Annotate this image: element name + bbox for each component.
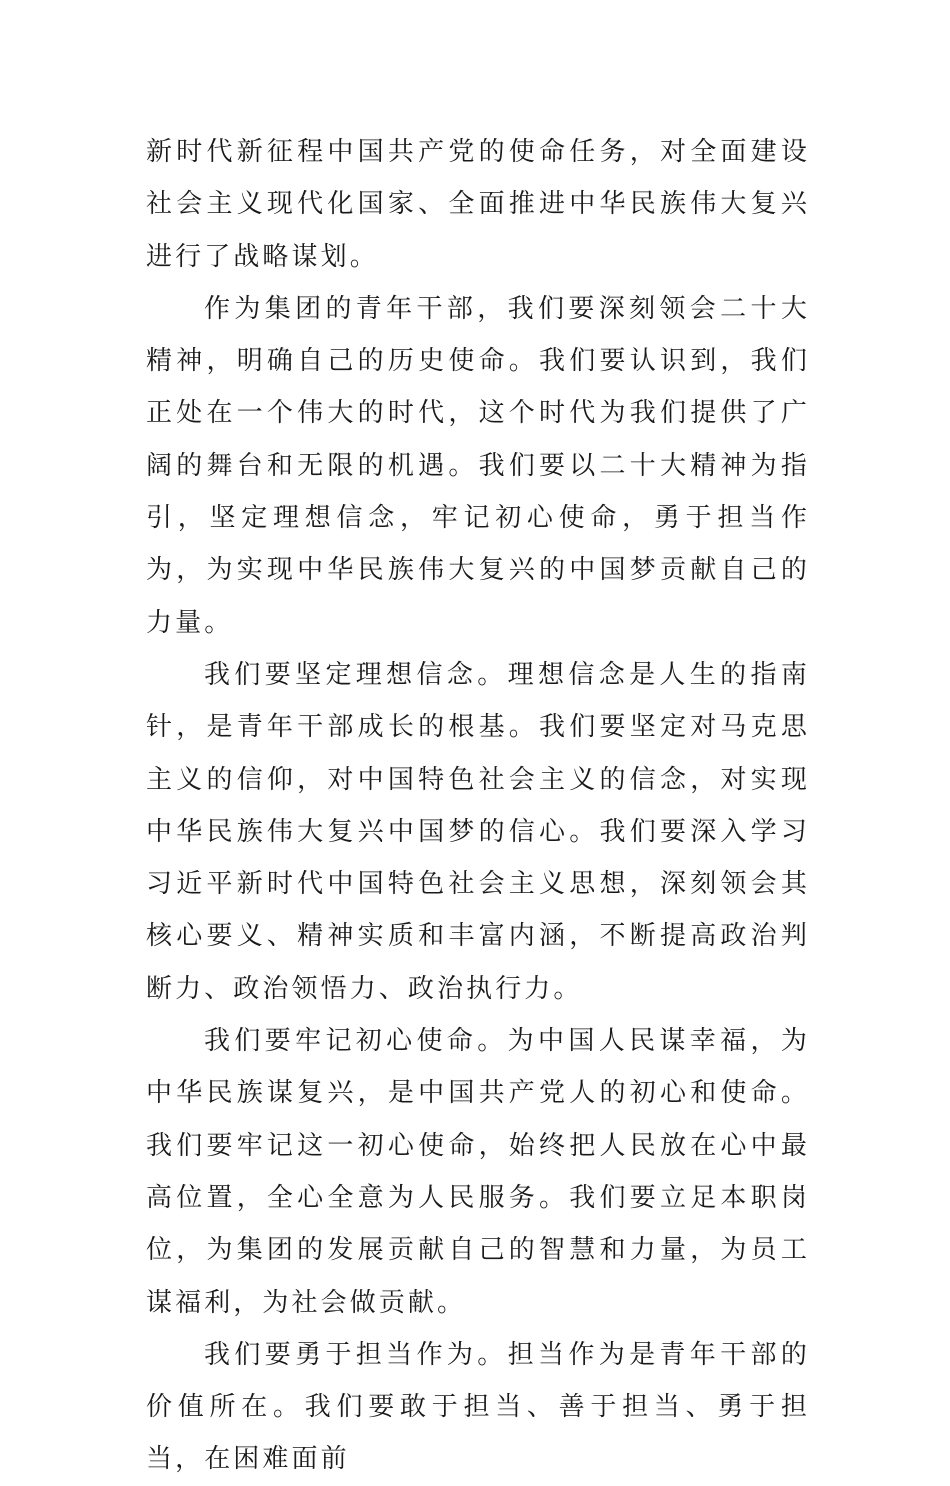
paragraph-take-responsibility: 我们要勇于担当作为。担当作为是青年干部的价值所在。我们要敢于担当、善于担当、勇于担当，在困难面前	[146, 1339, 810, 1475]
paragraph-original-aspiration: 我们要牢记初心使命。为中国人民谋幸福，为中华民族谋复兴，是中国共产党人的初心和使命。我们要牢记这一初心使命，始终把人民放在心中最高位置，全心全意为人民服务。我们要立足本职岗位，为集团的发展贡献自己的智慧和力量，为员工谋福利，为社会做贡献。	[146, 1026, 810, 1318]
document-body	[146, 126, 810, 1486]
paragraph-continuation: 新时代新征程中国共产党的使命任务，对全面建设社会主义现代化国家、全面推进中华民族伟大复兴进行了战略谋划。	[146, 137, 810, 272]
paragraph-firm-ideals: 我们要坚定理想信念。理想信念是人生的指南针，是青年干部成长的根基。我们要坚定对马克思主义的信仰，对中国特色社会主义的信念，对实现中华民族伟大复兴中国梦的信心。我们要深入学习习近平新时代中国特色社会主义思想，深刻领会其核心要义、精神实质和丰富内涵，不断提高政治判断力、政治领悟力、政治执行力。	[146, 659, 810, 1004]
paragraph-youth-cadres-mission: 作为集团的青年干部，我们要深刻领会二十大精神，明确自己的历史使命。我们要认识到，我们正处在一个伟大的时代，这个时代为我们提供了广阔的舞台和无限的机遇。我们要以二十大精神为指引，坚定理想信念，牢记初心使命，勇于担当作为，为实现中华民族伟大复兴的中国梦贡献自己的力量。	[146, 293, 810, 638]
